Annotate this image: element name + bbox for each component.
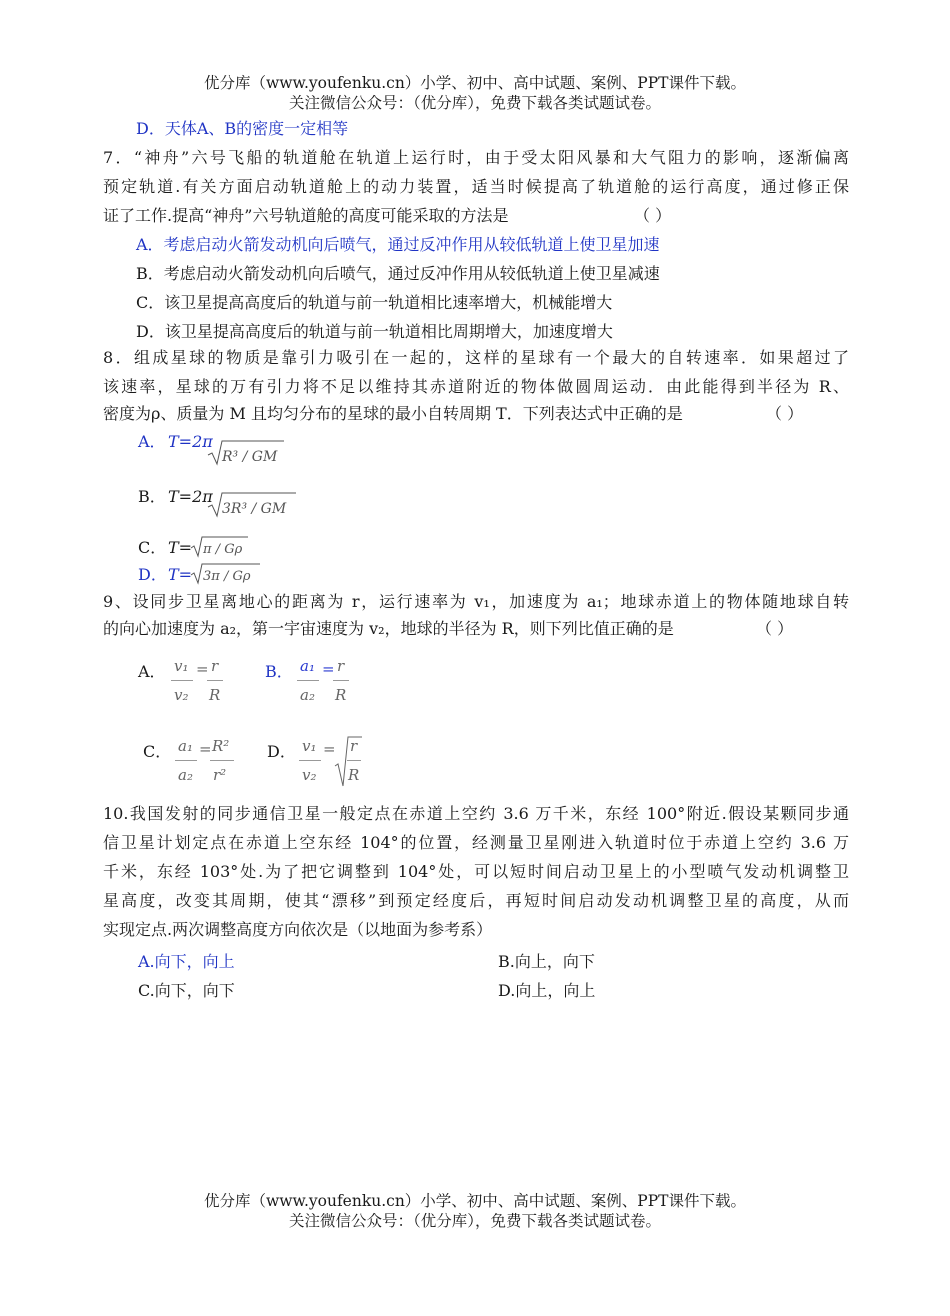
q10-stem-line3: 千米，东经 103°处.为了把它调整到 104°处，可以短时间启动卫星上的小型喷气发动机调整卫	[103, 862, 849, 881]
q9-option-c-numerator: a₁	[178, 737, 193, 755]
q9-option-b-denominator: a₂	[300, 686, 315, 704]
q9-option-d-label: D．	[267, 742, 296, 761]
q8-option-d-formula: T=	[168, 565, 193, 584]
q10-stem-line2: 信卫星计划定点在赤道上空东经 104°的位置，经测量卫星刚进入轨道时位于赤道上空约 3.6 万	[103, 833, 849, 852]
fraction-bar	[347, 760, 361, 761]
q10-option-d: D.向上，向上	[498, 981, 596, 1000]
q9-option-b-label: B．	[265, 662, 293, 681]
q9-option-d-rhs-numerator: r	[350, 737, 358, 755]
q8-option-d-radicand: 3π / Gρ	[203, 569, 251, 584]
q9-option-c-label: C．	[143, 742, 172, 761]
q8-option-c-label: C．	[138, 538, 167, 557]
q8-option-d-label: D．	[138, 565, 167, 584]
page-footer-line2: 关注微信公众号：（优分库），免费下载各类试题试卷。	[288, 1212, 661, 1230]
fraction-bar	[297, 680, 319, 681]
q7-stem-line3: 证了工作.提高“神舟”六号轨道舱的高度可能采取的方法是	[103, 206, 509, 225]
q10-option-a: A.向下，向上	[138, 952, 235, 971]
q9-option-a-numerator: v₁	[174, 657, 189, 675]
q7-option-b: B．考虑启动火箭发动机向后喷气，通过反冲作用从较低轨道上使卫星减速	[136, 264, 660, 283]
q8-option-c-formula: T=	[168, 538, 193, 557]
q9-option-d-denominator: v₂	[302, 766, 317, 784]
q10-stem-line5: 实现定点.两次调整高度方向依次是（以地面为参考系）	[103, 920, 493, 939]
fraction-bar	[207, 680, 223, 681]
q8-option-b-label: B．	[138, 487, 166, 506]
q8-stem-line1: 8．组成星球的物质是靠引力吸引在一起的，这样的星球有一个最大的自转速率．如果超过了	[103, 348, 849, 367]
fraction-bar	[299, 760, 321, 761]
fraction-bar	[171, 680, 193, 681]
q7-answer-paren: （ ）	[634, 206, 672, 225]
q9-option-a-label: A．	[138, 662, 166, 681]
page-header-line1: 优分库（www.youfenku.cn）小学、初中、高中试题、案例、PPT课件下载。	[203, 74, 747, 92]
q9-stem-line1: 9、设同步卫星离地心的距离为 r，运行速率为 v₁，加速度为 a₁；地球赤道上的物体随地球自转	[103, 592, 849, 611]
q7-option-a: A．考虑启动火箭发动机向后喷气，通过反冲作用从较低轨道上使卫星加速	[136, 235, 660, 254]
q9-option-a-rhs-numerator: r	[211, 657, 219, 675]
q9-option-d-rhs-denominator: R	[348, 766, 360, 784]
fraction-bar	[333, 680, 349, 681]
fraction-bar	[210, 760, 234, 761]
q8-option-a-formula: T=2π	[168, 432, 213, 451]
q9-option-c-equals: =	[199, 740, 212, 758]
fraction-bar	[175, 760, 197, 761]
q9-option-c-rhs-numerator: R²	[212, 737, 230, 755]
q8-option-c-expr	[168, 536, 192, 560]
q9-option-c-rhs-denominator: r²	[213, 766, 227, 784]
q9-option-a-denominator: v₂	[174, 686, 189, 704]
q8-option-a-radicand: R³ / GM	[222, 449, 278, 465]
q9-option-b-numerator: a₁	[300, 657, 315, 675]
q10-stem-line4: 星高度，改变其周期，使其“漂移”到预定经度后，再短时间启动发动机调整卫星的高度，从而	[103, 891, 849, 910]
q8-option-b-formula: T=2π	[168, 487, 213, 506]
q8-stem-line2: 该速率，星球的万有引力将不足以维持其赤道附近的物体做圆周运动．由此能得到半径为 R、	[103, 377, 849, 396]
q10-option-b: B.向上，向下	[498, 952, 595, 971]
q8-option-a-label: A．	[138, 432, 166, 451]
page-footer-line1: 优分库（www.youfenku.cn）小学、初中、高中试题、案例、PPT课件下载。	[203, 1192, 747, 1210]
q8-option-c-radicand: π / Gρ	[203, 542, 243, 557]
q7-option-c: C．该卫星提高高度后的轨道与前一轨道相比速率增大，机械能增大	[136, 293, 613, 312]
q10-stem-line1: 10.我国发射的同步通信卫星一般定点在赤道上空约 3.6 万千米，东经 100°附近.假设某颗同步通	[103, 804, 849, 823]
q10-option-c: C.向下，向下	[138, 981, 235, 1000]
q9-option-b-equals: =	[322, 660, 335, 678]
q8-stem-line3: 密度为ρ、质量为 M 且均匀分布的星球的最小自转周期 T．下列表达式中正确的是	[103, 404, 683, 423]
q9-option-b-rhs-denominator: R	[335, 686, 347, 704]
q9-option-a-equals: =	[196, 660, 209, 678]
q6-option-d: D．天体A、B的密度一定相等	[136, 119, 349, 138]
q9-stem-line2: 的向心加速度为 a₂，第一宇宙速度为 v₂，地球的半径为 R，则下列比值正确的是	[103, 619, 674, 638]
q9-option-b-rhs-numerator: r	[337, 657, 345, 675]
q7-stem-line2: 预定轨道.有关方面启动轨道舱上的动力装置，适当时候提高了轨道舱的运行高度，通过修正保	[103, 177, 849, 196]
q9-option-d-equals: =	[323, 740, 336, 758]
q7-option-d: D．该卫星提高高度后的轨道与前一轨道相比周期增大，加速度增大	[136, 322, 613, 341]
q8-option-b-radicand: 3R³ / GM	[222, 501, 287, 517]
q8-answer-paren: （ ）	[766, 404, 804, 423]
q9-option-a-rhs-denominator: R	[209, 686, 221, 704]
page-header-line2: 关注微信公众号：（优分库），免费下载各类试题试卷。	[288, 94, 661, 112]
q9-option-c-denominator: a₂	[178, 766, 193, 784]
q7-stem-line1: 7．“神舟”六号飞船的轨道舱在轨道上运行时，由于受太阳风暴和大气阻力的影响，逐渐偏离	[103, 148, 849, 167]
q9-answer-paren: （ ）	[756, 619, 794, 638]
q8-option-d-expr	[168, 563, 192, 587]
q9-option-d-numerator: v₁	[302, 737, 317, 755]
